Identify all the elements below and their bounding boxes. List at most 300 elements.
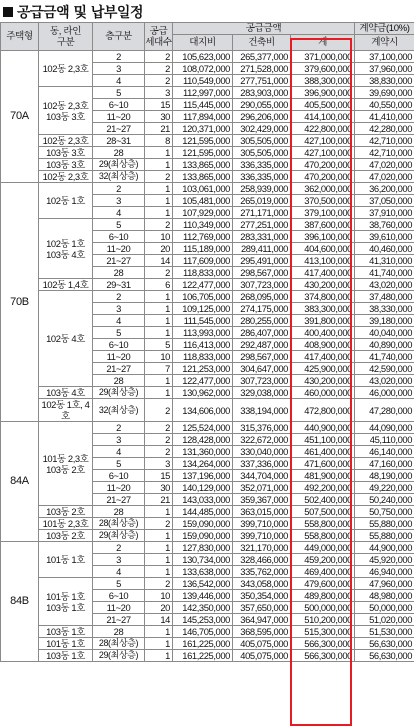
cell-land: 159,090,000 (173, 530, 233, 542)
cell-floor: 29(최상층) (93, 387, 145, 399)
cell-building: 307,723,000 (233, 375, 291, 387)
cell-land: 125,524,000 (173, 422, 233, 434)
cell-floor: 5 (93, 327, 145, 339)
cell-building: 289,411,000 (233, 243, 291, 255)
cell-total: 502,400,000 (291, 494, 355, 506)
cell-floor: 2 (93, 422, 145, 434)
cell-floor: 11~20 (93, 111, 145, 123)
cell-building: 280,255,000 (233, 315, 291, 327)
cell-deposit: 37,910,000 (355, 207, 414, 219)
cell-floor: 5 (93, 87, 145, 99)
cell-deposit: 36,200,000 (355, 183, 414, 195)
cell-total: 500,000,000 (291, 602, 355, 614)
cell-building: 290,055,000 (233, 99, 291, 111)
cell-total: 471,600,000 (291, 458, 355, 470)
cell-unit: 103동 1호 (39, 650, 93, 662)
cell-count: 1 (145, 195, 173, 207)
cell-total: 388,300,000 (291, 75, 355, 87)
cell-floor: 3 (93, 554, 145, 566)
cell-count: 10 (145, 590, 173, 602)
table-row (1, 291, 414, 303)
col-header-building: 건축비 (233, 35, 291, 51)
cell-floor: 6~10 (93, 231, 145, 243)
cell-land: 112,997,000 (173, 87, 233, 99)
cell-total: 460,000,000 (291, 387, 355, 399)
cell-count: 14 (145, 255, 173, 267)
cell-count: 10 (145, 351, 173, 363)
cell-building: 364,947,000 (233, 614, 291, 626)
cell-deposit: 37,960,000 (355, 63, 414, 75)
cell-deposit: 38,760,000 (355, 219, 414, 231)
cell-count: 2 (145, 446, 173, 458)
cell-deposit: 47,020,000 (355, 171, 414, 183)
cell-land: 133,865,000 (173, 171, 233, 183)
cell-count: 2 (145, 51, 173, 63)
cell-deposit: 42,710,000 (355, 135, 414, 147)
cell-building: 265,019,000 (233, 195, 291, 207)
cell-land: 122,477,000 (173, 279, 233, 291)
cell-floor: 21~27 (93, 614, 145, 626)
cell-floor: 28~31 (93, 135, 145, 147)
cell-count: 1 (145, 638, 173, 650)
cell-floor: 2 (93, 183, 145, 195)
cell-building: 399,710,000 (233, 530, 291, 542)
cell-count: 2 (145, 434, 173, 446)
col-header-type: 주택형 (1, 23, 39, 51)
table-row (1, 147, 414, 159)
cell-land: 136,542,000 (173, 578, 233, 590)
cell-count: 1 (145, 159, 173, 171)
col-header-deposit-sub: 계약시 (355, 35, 414, 51)
supply-price-table (0, 22, 414, 662)
cell-unit: 102동 1호, 4호 (39, 399, 93, 422)
cell-land: 128,428,000 (173, 434, 233, 446)
cell-total: 481,900,000 (291, 470, 355, 482)
cell-floor: 29(최상층) (93, 650, 145, 662)
col-header-unit: 동, 라인 구분 (39, 23, 93, 51)
cell-total: 479,600,000 (291, 578, 355, 590)
cell-floor: 11~20 (93, 351, 145, 363)
cell-total: 515,300,000 (291, 626, 355, 638)
cell-building: 357,650,000 (233, 602, 291, 614)
cell-deposit: 50,240,000 (355, 494, 414, 506)
cell-deposit: 56,630,000 (355, 638, 414, 650)
cell-floor: 29(최상층) (93, 159, 145, 171)
cell-type: 70B (1, 183, 39, 422)
cell-land: 130,962,000 (173, 387, 233, 399)
cell-count: 2 (145, 171, 173, 183)
cell-land: 134,606,000 (173, 399, 233, 422)
col-header-supply: 공급금액 (173, 23, 355, 35)
cell-building: 338,194,000 (233, 399, 291, 422)
cell-deposit: 38,330,000 (355, 303, 414, 315)
cell-total: 422,800,000 (291, 123, 355, 135)
cell-count: 1 (145, 291, 173, 303)
cell-land: 121,595,000 (173, 147, 233, 159)
cell-count: 1 (145, 542, 173, 554)
cell-total: 391,800,000 (291, 315, 355, 327)
cell-count: 20 (145, 602, 173, 614)
cell-floor: 32(최상층) (93, 171, 145, 183)
cell-floor: 29~31 (93, 279, 145, 291)
cell-land: 107,929,000 (173, 207, 233, 219)
cell-deposit: 48,980,000 (355, 590, 414, 602)
cell-deposit: 40,890,000 (355, 339, 414, 351)
cell-land: 161,225,000 (173, 638, 233, 650)
cell-floor: 21~27 (93, 123, 145, 135)
cell-building: 335,762,000 (233, 566, 291, 578)
cell-unit: 103동 1호 (39, 626, 93, 638)
table-row (1, 530, 414, 542)
table-row (1, 171, 414, 183)
table-row (1, 219, 414, 231)
cell-deposit: 43,020,000 (355, 375, 414, 387)
table-row (1, 650, 414, 662)
cell-floor: 3 (93, 303, 145, 315)
cell-total: 440,900,000 (291, 422, 355, 434)
cell-count: 1 (145, 530, 173, 542)
cell-land: 110,349,000 (173, 219, 233, 231)
cell-count: 1 (145, 303, 173, 315)
cell-building: 337,336,000 (233, 458, 291, 470)
cell-land: 122,477,000 (173, 375, 233, 387)
table-row (1, 578, 414, 590)
cell-deposit: 37,480,000 (355, 291, 414, 303)
cell-land: 115,189,000 (173, 243, 233, 255)
table-row (1, 387, 414, 399)
cell-unit: 101동 1호 103동 1호 (39, 578, 93, 626)
cell-count: 1 (145, 315, 173, 327)
cell-count: 1 (145, 650, 173, 662)
cell-count: 8 (145, 135, 173, 147)
cell-floor: 28 (93, 506, 145, 518)
cell-building: 405,075,000 (233, 650, 291, 662)
cell-building: 315,376,000 (233, 422, 291, 434)
cell-floor: 6~10 (93, 590, 145, 602)
cell-count: 30 (145, 111, 173, 123)
cell-count: 6 (145, 279, 173, 291)
cell-unit: 103동 4호 (39, 387, 93, 399)
cell-land: 146,705,000 (173, 626, 233, 638)
cell-total: 459,200,000 (291, 554, 355, 566)
table-row (1, 135, 414, 147)
cell-total: 427,100,000 (291, 135, 355, 147)
cell-count: 2 (145, 399, 173, 422)
cell-total: 566,300,000 (291, 650, 355, 662)
cell-total: 489,800,000 (291, 590, 355, 602)
cell-count: 1 (145, 327, 173, 339)
cell-building: 286,407,000 (233, 327, 291, 339)
cell-deposit: 48,190,000 (355, 470, 414, 482)
cell-unit: 102동 4호 (39, 291, 93, 387)
cell-land: 143,033,000 (173, 494, 233, 506)
cell-floor: 3 (93, 63, 145, 75)
cell-land: 139,446,000 (173, 590, 233, 602)
cell-deposit: 47,960,000 (355, 578, 414, 590)
cell-building: 296,206,000 (233, 111, 291, 123)
cell-deposit: 37,100,000 (355, 51, 414, 63)
cell-floor: 3 (93, 195, 145, 207)
cell-floor: 21~27 (93, 363, 145, 375)
cell-count: 10 (145, 231, 173, 243)
cell-building: 304,647,000 (233, 363, 291, 375)
cell-total: 370,500,000 (291, 195, 355, 207)
square-bullet-icon (3, 7, 13, 17)
table-row (1, 626, 414, 638)
cell-count: 2 (145, 422, 173, 434)
cell-count: 1 (145, 387, 173, 399)
cell-total: 405,500,000 (291, 99, 355, 111)
table-row (1, 279, 414, 291)
cell-land: 121,253,000 (173, 363, 233, 375)
cell-total: 470,200,000 (291, 171, 355, 183)
cell-building: 368,595,000 (233, 626, 291, 638)
col-header-land: 대지비 (173, 35, 233, 51)
cell-building: 363,015,000 (233, 506, 291, 518)
cell-land: 115,445,000 (173, 99, 233, 111)
cell-building: 268,095,000 (233, 291, 291, 303)
cell-floor: 11~20 (93, 602, 145, 614)
cell-count: 1 (145, 566, 173, 578)
cell-total: 396,100,000 (291, 231, 355, 243)
cell-total: 451,100,000 (291, 434, 355, 446)
cell-count: 2 (145, 518, 173, 530)
cell-land: 105,623,000 (173, 51, 233, 63)
cell-unit: 102동 2,3호 103동 3호 (39, 87, 93, 135)
cell-building: 302,429,000 (233, 123, 291, 135)
cell-land: 131,360,000 (173, 446, 233, 458)
cell-count: 1 (145, 147, 173, 159)
table-row (1, 87, 414, 99)
cell-building: 307,723,000 (233, 279, 291, 291)
cell-building: 277,251,000 (233, 219, 291, 231)
cell-unit: 102동 2,3호 (39, 135, 93, 147)
cell-land: 116,413,000 (173, 339, 233, 351)
cell-total: 472,800,000 (291, 399, 355, 422)
cell-building: 328,466,000 (233, 554, 291, 566)
cell-unit: 103동 3호 (39, 147, 93, 159)
table-row (1, 506, 414, 518)
cell-deposit: 37,050,000 (355, 195, 414, 207)
table-row (1, 159, 414, 171)
cell-building: 258,939,000 (233, 183, 291, 195)
cell-unit: 102동 1호 103동 4호 (39, 219, 93, 279)
cell-land: 134,264,000 (173, 458, 233, 470)
cell-floor: 5 (93, 219, 145, 231)
cell-count: 3 (145, 458, 173, 470)
cell-land: 103,061,000 (173, 183, 233, 195)
cell-count: 2 (145, 219, 173, 231)
cell-total: 374,800,000 (291, 291, 355, 303)
cell-total: 414,100,000 (291, 111, 355, 123)
table-row (1, 183, 414, 195)
cell-building: 330,040,000 (233, 446, 291, 458)
cell-deposit: 46,000,000 (355, 387, 414, 399)
cell-deposit: 55,880,000 (355, 530, 414, 542)
cell-floor: 2 (93, 51, 145, 63)
cell-type: 70A (1, 51, 39, 183)
cell-total: 425,900,000 (291, 363, 355, 375)
cell-land: 112,769,000 (173, 231, 233, 243)
table-body (1, 51, 414, 662)
cell-floor: 6~10 (93, 339, 145, 351)
cell-building: 350,354,000 (233, 590, 291, 602)
cell-count: 1 (145, 207, 173, 219)
cell-count: 1 (145, 554, 173, 566)
cell-count: 2 (145, 267, 173, 279)
cell-deposit: 47,280,000 (355, 399, 414, 422)
cell-land: 108,072,000 (173, 63, 233, 75)
cell-total: 449,000,000 (291, 542, 355, 554)
cell-floor: 4 (93, 315, 145, 327)
cell-total: 461,400,000 (291, 446, 355, 458)
cell-floor: 28 (93, 267, 145, 279)
cell-deposit: 40,550,000 (355, 99, 414, 111)
cell-building: 322,672,000 (233, 434, 291, 446)
cell-floor: 21~27 (93, 494, 145, 506)
cell-land: 133,865,000 (173, 159, 233, 171)
cell-floor: 32(최상층) (93, 399, 145, 422)
cell-floor: 11~20 (93, 243, 145, 255)
cell-land: 137,196,000 (173, 470, 233, 482)
cell-building: 271,528,000 (233, 63, 291, 75)
table-row (1, 422, 414, 434)
cell-total: 492,200,000 (291, 482, 355, 494)
cell-land: 127,830,000 (173, 542, 233, 554)
cell-deposit: 50,000,000 (355, 602, 414, 614)
cell-total: 371,000,000 (291, 51, 355, 63)
table-row (1, 638, 414, 650)
cell-building: 292,487,000 (233, 339, 291, 351)
cell-deposit: 39,690,000 (355, 87, 414, 99)
cell-building: 399,710,000 (233, 518, 291, 530)
cell-deposit: 40,040,000 (355, 327, 414, 339)
cell-unit: 103동 2호 (39, 530, 93, 542)
cell-floor: 6~10 (93, 470, 145, 482)
table-row (1, 542, 414, 554)
cell-unit: 101동 2,3호 (39, 518, 93, 530)
cell-count: 1 (145, 183, 173, 195)
cell-deposit: 42,280,000 (355, 123, 414, 135)
cell-building: 305,505,000 (233, 135, 291, 147)
cell-building: 271,171,000 (233, 207, 291, 219)
cell-building: 305,505,000 (233, 147, 291, 159)
cell-land: 161,225,000 (173, 650, 233, 662)
cell-land: 118,833,000 (173, 267, 233, 279)
cell-land: 159,090,000 (173, 518, 233, 530)
cell-total: 470,200,000 (291, 159, 355, 171)
cell-count: 30 (145, 482, 173, 494)
cell-land: 106,705,000 (173, 291, 233, 303)
cell-building: 277,751,000 (233, 75, 291, 87)
cell-count: 15 (145, 470, 173, 482)
cell-deposit: 49,220,000 (355, 482, 414, 494)
cell-building: 321,170,000 (233, 542, 291, 554)
cell-unit: 102동 1,4호 (39, 279, 93, 291)
cell-building: 295,491,000 (233, 255, 291, 267)
cell-land: 113,993,000 (173, 327, 233, 339)
cell-total: 510,200,000 (291, 614, 355, 626)
cell-count: 14 (145, 614, 173, 626)
cell-unit: 103동 3호 (39, 159, 93, 171)
cell-count: 21 (145, 123, 173, 135)
cell-building: 329,038,000 (233, 387, 291, 399)
cell-floor: 28(최상층) (93, 638, 145, 650)
cell-deposit: 41,310,000 (355, 255, 414, 267)
cell-building: 274,175,000 (233, 303, 291, 315)
cell-deposit: 42,590,000 (355, 363, 414, 375)
cell-land: 117,609,000 (173, 255, 233, 267)
cell-unit: 102동 2,3호 (39, 51, 93, 87)
cell-total: 379,100,000 (291, 207, 355, 219)
cell-building: 344,704,000 (233, 470, 291, 482)
cell-floor: 21~27 (93, 255, 145, 267)
cell-total: 362,000,000 (291, 183, 355, 195)
cell-deposit: 45,920,000 (355, 554, 414, 566)
cell-count: 1 (145, 626, 173, 638)
cell-count: 7 (145, 363, 173, 375)
cell-count: 5 (145, 339, 173, 351)
cell-count: 1 (145, 506, 173, 518)
cell-floor: 29(최상층) (93, 530, 145, 542)
cell-count: 15 (145, 99, 173, 111)
cell-deposit: 47,020,000 (355, 159, 414, 171)
cell-deposit: 42,710,000 (355, 147, 414, 159)
cell-deposit: 38,830,000 (355, 75, 414, 87)
cell-building: 343,058,000 (233, 578, 291, 590)
cell-deposit: 41,740,000 (355, 351, 414, 363)
cell-building: 298,567,000 (233, 351, 291, 363)
cell-floor: 3 (93, 434, 145, 446)
cell-building: 298,567,000 (233, 267, 291, 279)
cell-building: 265,377,000 (233, 51, 291, 63)
cell-count: 2 (145, 75, 173, 87)
cell-deposit: 44,090,000 (355, 422, 414, 434)
cell-unit: 103동 2호 (39, 506, 93, 518)
cell-unit: 101동 2,3호 103동 2호 (39, 422, 93, 506)
cell-unit: 101동 1호 (39, 542, 93, 578)
cell-count: 3 (145, 87, 173, 99)
cell-deposit: 51,020,000 (355, 614, 414, 626)
cell-land: 144,485,000 (173, 506, 233, 518)
cell-count: 2 (145, 63, 173, 75)
cell-building: 336,335,000 (233, 171, 291, 183)
table-row (1, 399, 414, 422)
cell-land: 109,125,000 (173, 303, 233, 315)
cell-floor: 2 (93, 542, 145, 554)
col-header-floor: 층구분 (93, 23, 145, 51)
cell-total: 558,800,000 (291, 518, 355, 530)
cell-floor: 6~10 (93, 99, 145, 111)
cell-floor: 4 (93, 75, 145, 87)
cell-deposit: 41,410,000 (355, 111, 414, 123)
cell-deposit: 47,160,000 (355, 458, 414, 470)
cell-land: 121,595,000 (173, 135, 233, 147)
cell-floor: 4 (93, 446, 145, 458)
cell-type: 84A (1, 422, 39, 542)
cell-floor: 11~20 (93, 482, 145, 494)
cell-building: 405,075,000 (233, 638, 291, 650)
cell-deposit: 41,740,000 (355, 267, 414, 279)
cell-count: 20 (145, 243, 173, 255)
cell-land: 120,371,000 (173, 123, 233, 135)
cell-count: 1 (145, 375, 173, 387)
cell-floor: 28 (93, 375, 145, 387)
table-row (1, 51, 414, 63)
cell-unit: 101동 1호 (39, 638, 93, 650)
cell-building: 352,071,000 (233, 482, 291, 494)
cell-floor: 5 (93, 458, 145, 470)
